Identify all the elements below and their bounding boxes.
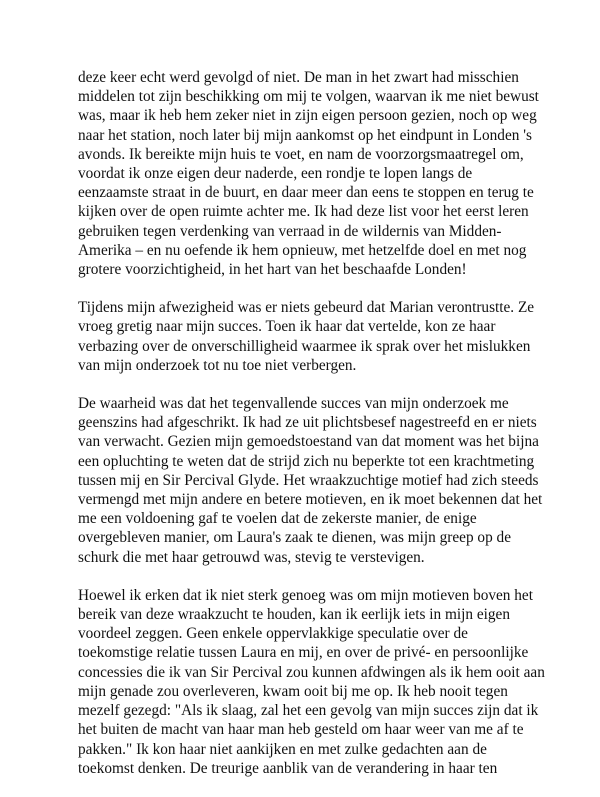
text-line: pakken." Ik kon haar niet aankijken en met zulke gedachten aan de <box>78 740 487 758</box>
text-line: voordat ik onze eigen deur naderde, een rondje te lopen langs de <box>78 165 473 183</box>
text-line: naar het station, noch later bij mijn aankomst op het eindpunt in Londen 's <box>78 126 532 144</box>
text-line: gebruiken tegen verdenking van verraad in de wildernis van Midden- <box>78 222 502 240</box>
text-line: avonds. Ik bereikte mijn huis te voet, en nam de voorzorgsmaatregel om, <box>78 145 524 163</box>
text-line: toekomst denken. De treurige aanblik van de verandering in haar ten <box>78 759 498 777</box>
text-line: vroeg gretig naar mijn succes. Toen ik haar dat vertelde, kon ze haar <box>78 318 496 336</box>
text-line: kijken over de open ruimte achter me. Ik had deze list voor het eerst leren <box>78 203 529 221</box>
text-line: middelen tot zijn beschikking om mij te volgen, waarvan ik me niet bewust <box>78 88 539 106</box>
text-line: van verwacht. Gezien mijn gemoedstoestand van dat moment was het bijna <box>78 433 539 451</box>
paragraph <box>78 68 540 279</box>
text-line: Hoewel ik erken dat ik niet sterk genoeg was om mijn motieven boven het <box>78 586 533 604</box>
text-line: was, maar ik heb hem zeker niet in zijn eigen persoon gezien, noch op weg <box>78 107 537 125</box>
paragraph <box>78 394 543 567</box>
text-line: van mijn onderzoek tot nu toe niet verbergen. <box>78 356 357 374</box>
text-line: schurk die met haar getrouwd was, stevig te verstevigen. <box>78 548 425 566</box>
text-line: Tijdens mijn afwezigheid was er niets gebeurd dat Marian verontrustte. Ze <box>78 299 535 317</box>
paragraph <box>78 298 540 375</box>
text-line: een opluchting te weten dat de strijd zich nu beperkte tot een krachtmeting <box>78 452 535 470</box>
document-page <box>78 68 545 797</box>
text-line: Amerika – en nu oefende ik hem opnieuw, met hetzelfde doel en met nog <box>78 241 527 259</box>
text-line: verbazing over de onverschilligheid waarmee ik sprak over het mislukken <box>78 337 531 355</box>
text-line: toekomstige relatie tussen Laura en mij, en over de privé- en persoonlijke <box>78 644 529 662</box>
text-line: geenszins had afgeschrikt. Ik had ze uit plichtsbesef nagestreefd en er niets <box>78 414 537 432</box>
text-line: deze keer echt werd gevolgd of niet. De man in het zwart had misschien <box>78 69 519 86</box>
text-line: De waarheid was dat het tegenvallende succes van mijn onderzoek me <box>78 395 509 413</box>
text-line: het buiten de macht van haar man heb gesteld om haar weer van me af te <box>78 721 524 739</box>
text-line: concessies die ik van Sir Percival zou kunnen afdwingen als ik hem ooit aan <box>78 663 545 681</box>
text-line: mijn genade zou overleveren, kwam ooit bij me op. Ik heb nooit tegen <box>78 682 508 700</box>
text-line: vermengd met mijn andere en betere motieven, en ik moet bekennen dat het <box>78 491 543 509</box>
text-line: grotere voorzichtigheid, in het hart van het beschaafde Londen! <box>78 261 467 279</box>
text-line: mezelf gezegd: "Als ik slaag, zal het een gevolg van mijn succes zijn dat ik <box>78 702 539 720</box>
text-line: voordeel zeggen. Geen enkele oppervlakkige speculatie over de <box>78 625 468 643</box>
text-line: eenzaamste straat in de buurt, en daar meer dan eens te stoppen en terug te <box>78 184 534 202</box>
text-line: tussen mij en Sir Percival Glyde. Het wraakzuchtige motief had zich steeds <box>78 471 539 489</box>
paragraph <box>78 586 545 778</box>
text-line: overgebleven manier, om Laura's zaak te dienen, was mijn greep op de <box>78 529 511 547</box>
text-line: me een voldoening gaf te voelen dat de zekerste manier, de enige <box>78 510 477 528</box>
text-line: bereik van deze wraakzucht te houden, kan ik eerlijk iets in mijn eigen <box>78 606 510 624</box>
